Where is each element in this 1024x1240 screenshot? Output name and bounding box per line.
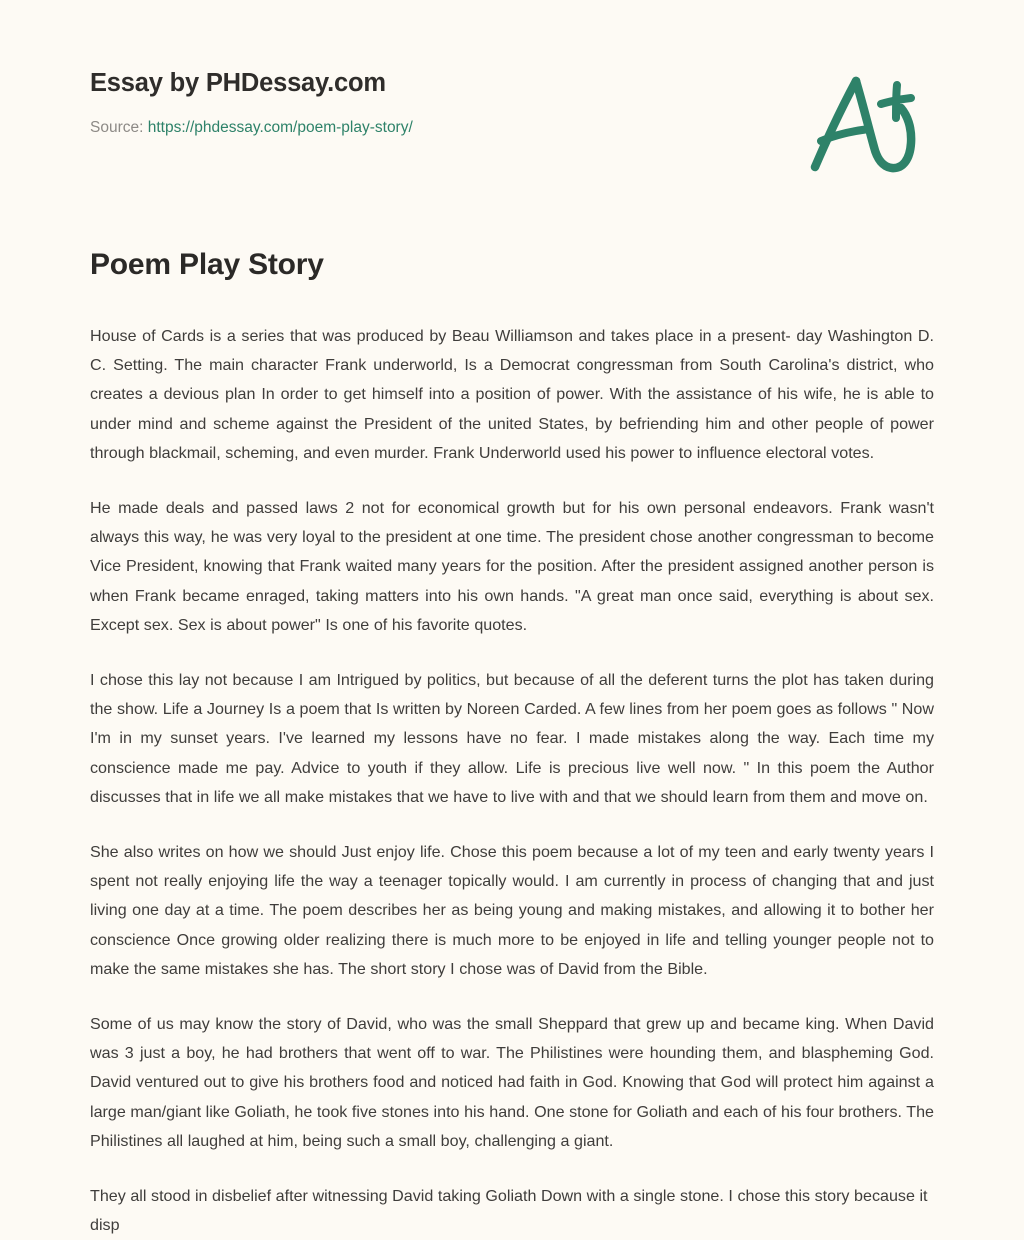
essay-paragraph: House of Cards is a series that was produced by Beau Williamson and takes place in a present- day Washington D. C. Setting. The main character Frank underworld, Is a Democrat congressman from South Carolina's district, who creates a devious plan In order to get himself into a position of power. With the assistance of his wife, he is able to under mind and scheme against the President of the united States, by befriending him and other people of power through blackmail, scheming, and even murder. Frank Underworld used his power to influence electoral votes. (90, 322, 934, 469)
header-text-block (90, 68, 413, 138)
essay-paragraph: I chose this lay not because I am Intrigued by politics, but because of all the deferent turns the plot has taken during the show. Life a Journey Is a poem that Is written by Noreen Carded. A few lines from her poem goes as follows " Now I'm in my sunset years. I've learned my lessons have no fear. I made mistakes along the way. Each time my conscience made me pay. Advice to youth if they allow. Life is precious live well now. " In this poem the Author discusses that in life we all make mistakes that we have to live with and that we should learn from them and move on. (90, 666, 934, 813)
brand-title: Essay by PHDessay.com (90, 68, 413, 99)
essay-body (90, 284, 934, 1240)
page-header (90, 0, 934, 174)
essay-paragraph: She also writes on how we should Just enjoy life. Chose this poem because a lot of my teen and early twenty years I spent not really enjoying life the way a teenager topically would. I am currently in process of changing that and just living one day at a time. The poem describes her as being young and making mistakes, and allowing it to bother her conscience Once growing older realizing there is much more to be enjoyed in life and telling younger people not to make the same mistakes she has. The short story I chose was of David from the Bible. (90, 838, 934, 985)
source-url-link[interactable]: https://phdessay.com/poem-play-story/ (148, 119, 413, 136)
essay-paragraph: He made deals and passed laws 2 not for economical growth but for his own personal endeavors. Frank wasn't always this way, he was very loyal to the president at one time. The president chose another congressman to become Vice President, knowing that Frank waited many years for the position. After the president assigned another person is when Frank became enraged, taking matters into his own hands. "A great man once said, everything is about sex. Except sex. Sex is about power" Is one of his favorite quotes. (90, 494, 934, 641)
essay-paragraph: Some of us may know the story of David, who was the small Sheppard that grew up and became king. When David was 3 just a boy, he had brothers that went off to war. The Philistines were hounding them, and blaspheming God. David ventured out to give his brothers food and noticed had faith in God. Knowing that God will protect him against a large man/giant like Goliath, he took five stones into his hand. One stone for Goliath and each of his four brothers. The Philistines all laughed at him, being such a small boy, challenging a giant. (90, 1010, 934, 1157)
essay-paragraph-truncated: They all stood in disbelief after witnessing David taking Goliath Down with a single stone. I chose this story because it disp (90, 1182, 934, 1240)
source-label: Source: (90, 119, 143, 136)
page-title: Poem Play Story (90, 174, 934, 284)
a-plus-grade-logo (796, 62, 924, 174)
source-line (90, 118, 413, 138)
